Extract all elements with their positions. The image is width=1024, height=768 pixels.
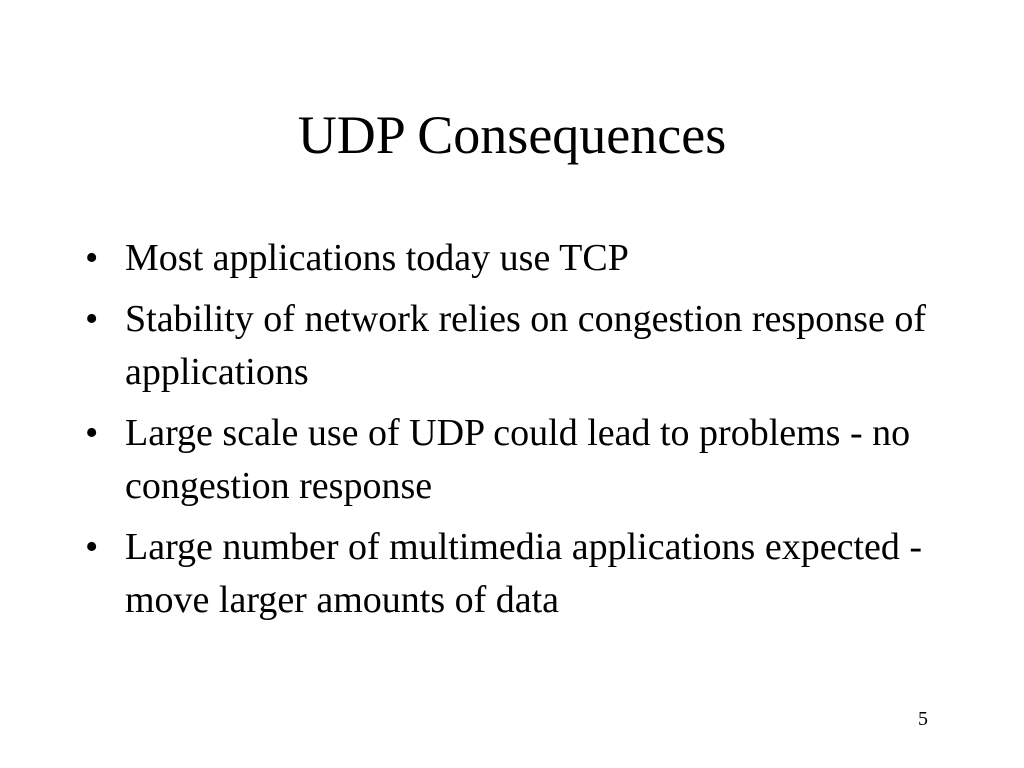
- bullet-icon: •: [85, 237, 99, 279]
- list-item: [85, 293, 965, 399]
- bullet-icon: •: [85, 412, 99, 454]
- bullet-list: [85, 232, 965, 635]
- bullet-text: Large number of multimedia applications expected - move larger amounts of data: [125, 526, 923, 621]
- bullet-icon: •: [85, 526, 99, 568]
- list-item: [85, 232, 965, 285]
- bullet-text: Large scale use of UDP could lead to problems - no congestion response: [125, 412, 911, 507]
- list-item: [85, 521, 965, 627]
- list-item: [85, 407, 965, 513]
- bullet-text: Stability of network relies on congestion response of applications: [125, 298, 927, 393]
- slide-title: UDP Consequences: [297, 105, 727, 165]
- bullet-text: Most applications today use TCP: [125, 237, 629, 279]
- page-number: 5: [918, 708, 928, 730]
- bullet-icon: •: [85, 298, 99, 340]
